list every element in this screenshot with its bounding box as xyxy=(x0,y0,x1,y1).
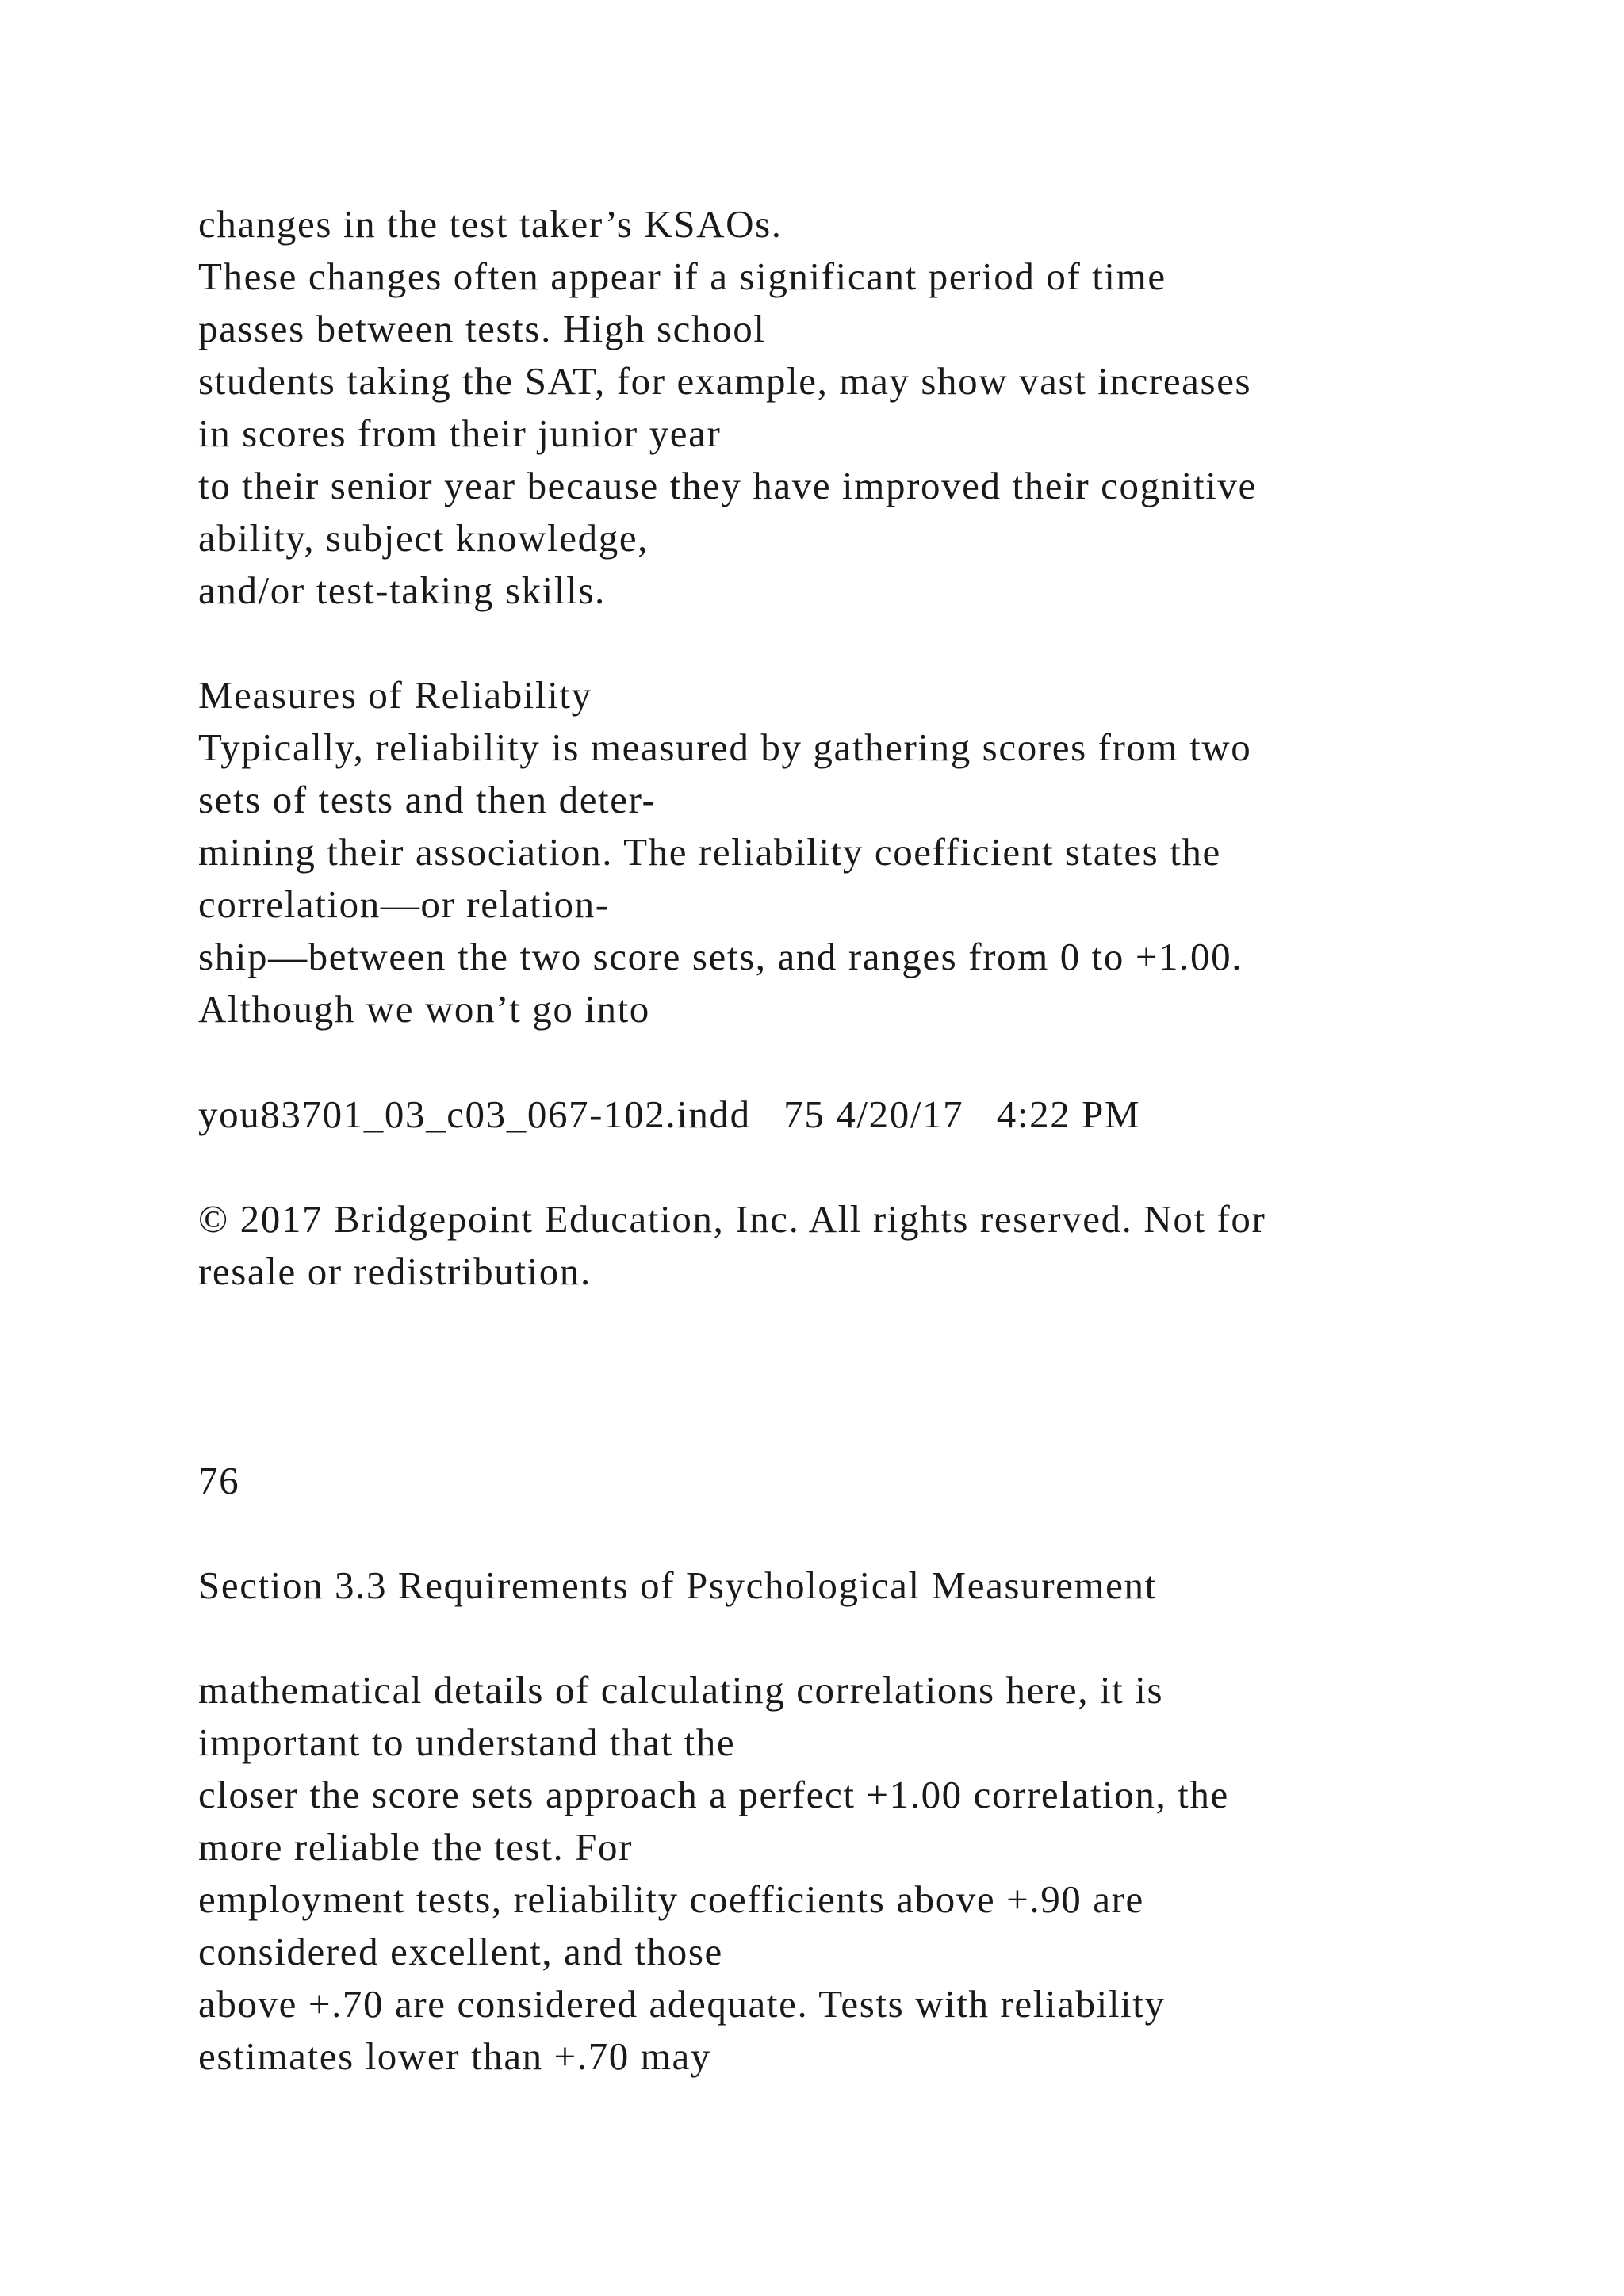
paragraph-ksao-changes xyxy=(198,198,1594,617)
text-line: passes between tests. High school xyxy=(198,307,766,350)
page-number xyxy=(198,1455,1594,1507)
text-line: in scores from their junior year xyxy=(198,411,722,455)
paragraph-correlation-details xyxy=(198,1664,1594,2083)
text-line: to their senior year because they have improved their cognitive xyxy=(198,464,1257,507)
text-line: employment tests, reliability coefficients above +.90 are xyxy=(198,1877,1144,1921)
text-line: correlation—or relation- xyxy=(198,882,610,926)
text-line: changes in the test taker’s KSAOs. xyxy=(198,202,783,246)
section-heading: Measures of Reliability xyxy=(198,673,592,717)
text-line: and/or test-taking skills. xyxy=(198,568,606,612)
running-header xyxy=(198,1559,1594,1612)
text-line: students taking the SAT, for example, may show vast increases xyxy=(198,359,1252,403)
text-line: more reliable the test. For xyxy=(198,1825,634,1869)
text-line: ship—between the two score sets, and ranges from 0 to +1.00. xyxy=(198,935,1243,978)
text-line: ability, subject knowledge, xyxy=(198,516,649,560)
text-line: resale or redistribution. xyxy=(198,1249,592,1293)
text-line: These changes often appear if a significant period of time xyxy=(198,254,1166,298)
text-line: closer the score sets approach a perfect +1.00 correlation, the xyxy=(198,1773,1229,1816)
text-line: © 2017 Bridgepoint Education, Inc. All rights reserved. Not for xyxy=(198,1197,1266,1241)
print-slug-text: you83701_03_c03_067-102.indd 75 4/20/17 4:22 PM xyxy=(198,1093,1141,1136)
text-line: mining their association. The reliability coefficient states the xyxy=(198,830,1221,874)
text-line: above +.70 are considered adequate. Tests with reliability xyxy=(198,1982,1166,2026)
text-line: sets of tests and then deter- xyxy=(198,778,657,821)
text-line: estimates lower than +.70 may xyxy=(198,2034,711,2078)
section-measures-of-reliability xyxy=(198,669,1594,1035)
text-line: Although we won’t go into xyxy=(198,987,650,1031)
document-page xyxy=(198,0,1594,2296)
page-number-text: 76 xyxy=(198,1459,240,1502)
running-header-text: Section 3.3 Requirements of Psychological Measurement xyxy=(198,1563,1157,1607)
text-line: mathematical details of calculating correlations here, it is xyxy=(198,1668,1164,1712)
copyright-notice xyxy=(198,1193,1594,1298)
text-line: important to understand that the xyxy=(198,1720,736,1764)
text-line: Typically, reliability is measured by gathering scores from two xyxy=(198,725,1252,769)
text-line: considered excellent, and those xyxy=(198,1930,723,1973)
print-slug xyxy=(198,1089,1594,1141)
